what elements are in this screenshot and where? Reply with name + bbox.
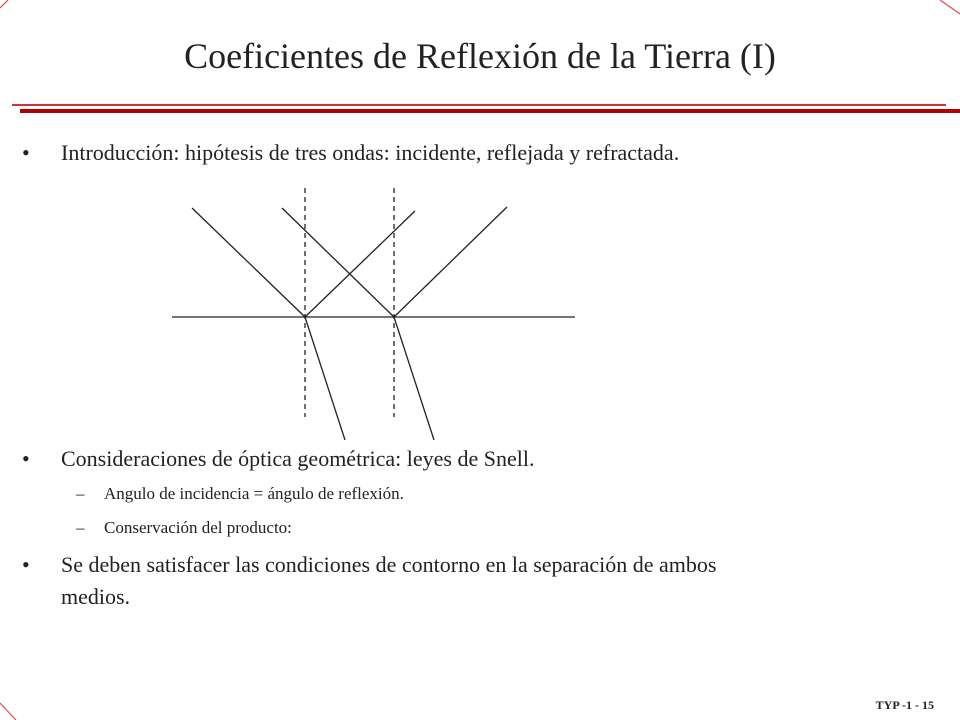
incident-ray-right xyxy=(282,208,394,317)
refracted-ray-right xyxy=(394,317,434,440)
subitem-angulo: Angulo de incidencia = ángulo de reflexión. xyxy=(104,484,404,503)
dash-marker: – xyxy=(76,484,85,503)
slide-title: Coeficientes de Reflexión de la Tierra (I) xyxy=(184,36,776,76)
incident-ray-left xyxy=(192,208,305,317)
bullet-snell: Consideraciones de óptica geométrica: leyes de Snell. xyxy=(61,446,535,471)
dash-marker: – xyxy=(76,518,85,537)
bullet-introduccion: Introducción: hipótesis de tres ondas: incidente, reflejada y refractada. xyxy=(61,140,680,165)
bullet-marker: • xyxy=(22,552,30,577)
bullet-condiciones-cont: medios. xyxy=(61,584,131,609)
reflected-ray-left xyxy=(305,211,415,317)
bullet-marker: • xyxy=(22,446,30,471)
bullet-marker: • xyxy=(22,140,30,165)
refracted-ray-left xyxy=(305,317,345,440)
slide-number: TYP -1 - 15 xyxy=(875,698,934,712)
bullet-condiciones: Se deben satisfacer las condiciones de contorno en la separación de ambos xyxy=(61,552,717,577)
subitem-conservacion: Conservación del producto: xyxy=(104,518,292,537)
reflected-ray-right xyxy=(394,207,507,317)
